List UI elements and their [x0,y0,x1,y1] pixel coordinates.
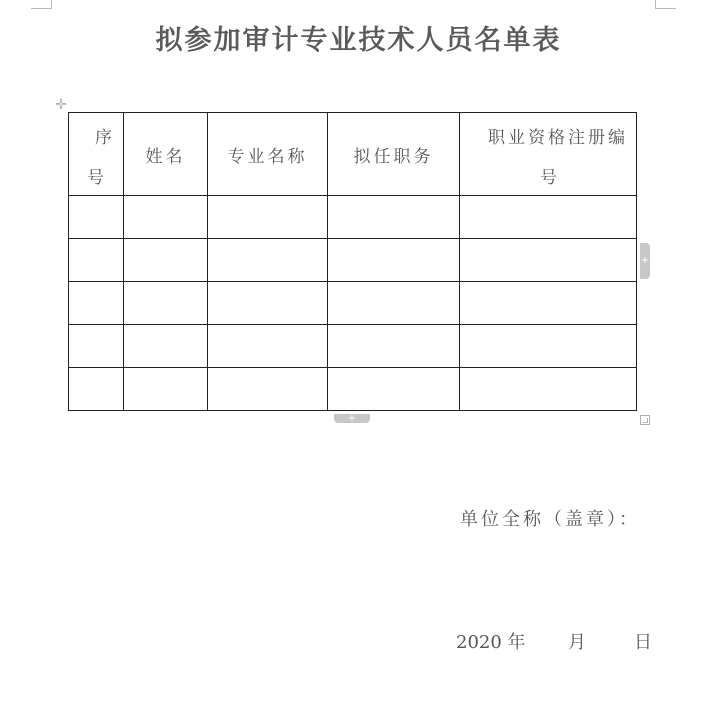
table-header-row [69,113,637,196]
table-cell[interactable] [69,325,124,368]
table-cell[interactable] [69,368,124,411]
table-cell[interactable] [208,239,328,282]
date-day: 日 [634,632,652,653]
table-cell[interactable] [208,282,328,325]
header-seq-cell[interactable] [69,113,124,196]
table-cell[interactable] [328,282,460,325]
header-seq-bottom: 号 [87,168,107,188]
table-cell[interactable] [328,196,460,239]
page-corner-mark-right [655,0,676,9]
table-cell[interactable] [328,368,460,411]
personnel-table [68,112,637,411]
table-cell[interactable] [208,368,328,411]
page-title: 拟参加审计专业技术人员名单表 [155,25,562,56]
table-cell[interactable] [69,239,124,282]
add-row-plus-icon[interactable]: + [640,243,650,279]
table-cell[interactable] [460,282,637,325]
personnel-table-wrapper [68,112,637,411]
header-qualification-cell[interactable] [460,113,637,196]
header-position-cell[interactable] [328,113,460,196]
table-cell[interactable] [124,325,208,368]
table-row [69,325,637,368]
table-row [69,282,637,325]
header-seq-top: 序 [95,128,115,148]
header-name: 姓名 [145,146,186,167]
header-specialty-cell[interactable] [208,113,328,196]
table-cell[interactable] [328,239,460,282]
date-year: 2020 年 [456,632,526,653]
header-position: 拟任职务 [353,146,434,167]
table-cell[interactable] [124,282,208,325]
header-name-cell[interactable] [124,113,208,196]
table-row [69,196,637,239]
table-cell[interactable] [460,196,637,239]
table-cell[interactable] [460,239,637,282]
header-qualification-bottom: 号 [540,168,560,188]
table-cell[interactable] [69,196,124,239]
header-specialty: 专业名称 [227,146,308,167]
table-row [69,368,637,411]
add-column-plus-icon[interactable]: + [334,414,370,423]
table-cell[interactable] [328,325,460,368]
table-cell[interactable] [208,196,328,239]
table-cell[interactable] [208,325,328,368]
date-month: 月 [568,632,586,653]
table-move-icon[interactable]: ✛ [55,97,67,113]
header-qualification-top: 职业资格注册编 [488,128,628,148]
table-cell[interactable] [460,368,637,411]
table-cell[interactable] [69,282,124,325]
table-cell[interactable] [124,368,208,411]
table-cell[interactable] [124,239,208,282]
table-resize-icon[interactable] [640,415,650,425]
table-cell[interactable] [124,196,208,239]
table-cell[interactable] [460,325,637,368]
page-corner-mark-left [31,0,52,9]
unit-name-label: 单位全称（盖章）： [460,509,640,530]
table-row [69,239,637,282]
